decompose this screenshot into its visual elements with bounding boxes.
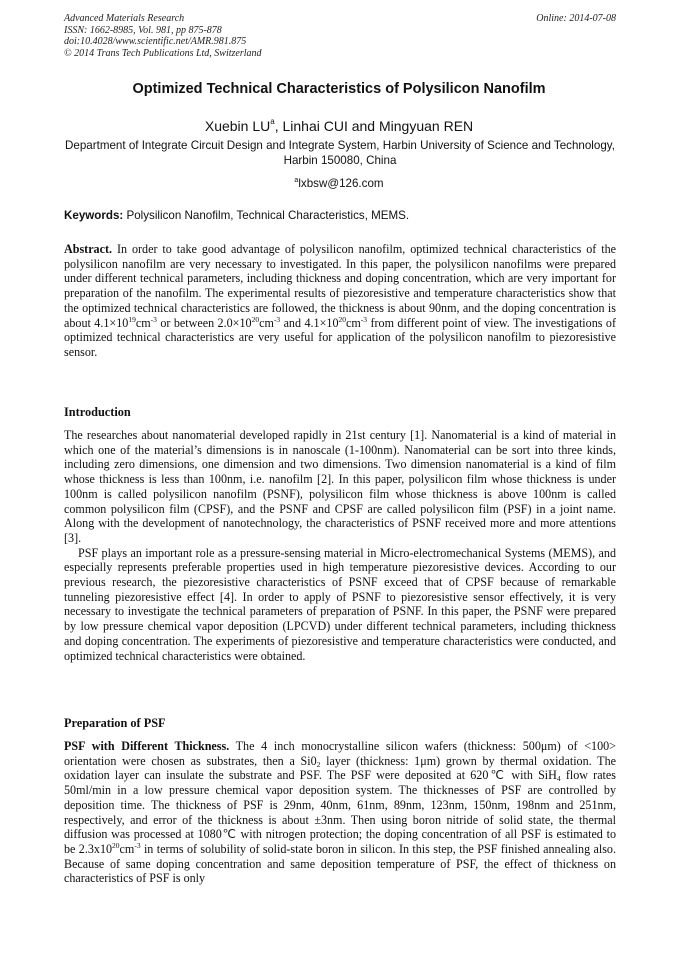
affiliation: Department of Integrate Circuit Design and Integrate System, Harbin University of Science and Technology, Harbin 150080, China — [65, 139, 615, 167]
author-line — [0, 113, 678, 135]
doi-line: doi:10.4028/www.scientific.net/AMR.981.875 — [64, 36, 247, 47]
exponent: -3 — [273, 314, 281, 324]
author-1-affil-mark: a — [270, 117, 275, 126]
journal-info — [64, 13, 262, 59]
intro-paragraph-2: PSF plays an important role as a pressure-sensing material in Micro-electromechanical Systems (MEMS), and especially represents preferable properties used in high temperature piezoresistive devices. According to our previous research, the piezoresistive characteristics of PSNF exceed that of CPSF because of remarkable tunneling piezoresistive effect [4]. In order to apply of PSNF to piezoresistive sensor effectively, it is very necessary to investigate the technical parameters of preparation of PSNF. In this paper, the PSNF were prepared by low pressure chemical vapor deposition (LPCVD) under different technical parameters, including thickness and doping concentration. The experiments of piezoresistive and temperature characteristics were conducted, and optimized technical characteristics were obtained. — [64, 545, 616, 663]
exponent: 20 — [338, 314, 346, 324]
author-email — [0, 174, 678, 191]
other-authors: , Linhai CUI and Mingyuan REN — [274, 118, 474, 134]
abstract-text: cm — [346, 315, 361, 330]
keywords-label: Keywords: — [64, 209, 124, 222]
prep-text: cm — [119, 841, 135, 856]
prep-text: layer (thickness: 1μm) grown by thermal oxidation. The oxidation layer can insulate the substrate and PSF. The PSF were deposited at 620℃ with SiH — [64, 753, 616, 783]
issn-line: ISSN: 1662-8985, Vol. 981, pp 875-878 — [64, 24, 222, 36]
section-heading-preparation: Preparation of PSF — [64, 716, 166, 730]
exponent: 19 — [128, 314, 136, 324]
email-address: lxbsw@126.com — [298, 177, 384, 190]
exponent: -3 — [360, 314, 368, 324]
section-heading-introduction: Introduction — [64, 405, 131, 419]
journal-name: Advanced Materials Research — [64, 13, 185, 24]
subsection-runin-heading: PSF with Different Thickness. — [64, 739, 230, 753]
abstract-text: from different point of view. The investigations of optimized technical characteristics are very useful for application of the polysilicon nanofilm to piezoresistive sensor. — [64, 315, 616, 359]
abstract-text: In order to take good advantage of polysilicon nanofilm, optimized technical characteristics of the polysilicon nanofilm are very necessary to investigated. In this paper, the polysilicon nanofilms were prepared under different technical parameters, including thickness and doping concentration, which are very important for preparation of the nanofilm. The experimental results of piezoresistive and temperature characteristics show that the optimized technical characteristics are followed, the thickness is about 90nm, and the doping concentration is about 4.1×10 — [64, 242, 616, 330]
exponent: -3 — [134, 840, 141, 850]
abstract-text: cm — [135, 315, 151, 330]
subscript: 4 — [556, 774, 561, 784]
prep-text: flow rates 50ml/min in a low pressure chemical vapor deposition system. The thicknesses of PSF are controlled by deposition time. The thickness of PSF is 29nm, 40nm, 61nm, 89nm, 123nm, 150nm, 198nm and 251nm, respectively, and error of the thickness is about ±3nm. Then using boron nitride of solid state, the thermal diffusion was processed at 1080℃ with nitrogen protection; the doping concentration of all PSF is estimated to be 2.3x10 — [64, 768, 616, 856]
prep-paragraph-1 — [64, 739, 616, 886]
abstract — [64, 242, 616, 360]
keywords-text: Polysilicon Nanofilm, Technical Characteristics, MEMS. — [123, 209, 410, 222]
intro-paragraph-1: The researches about nanomaterial developed rapidly in 21st century [1]. Nanomaterial is a kind of material in which one of the material’s dimensions is in nanoscale (1-100nm). Nanomaterial can be sort into three kinds, including zero dimensions, one dimension and two dimensions. Two dimension nanomaterial is a kind of film whose thickness is less than 100nm, i.e. nanofilm [2]. In this paper, polysilicon film whose thickness is under 100nm is called polysilicon nanofilm (PSNF), polysilicon film whose thickness is above 100nm is called common polysilicon film (CPSF), and the PSNF and CPSF are called polysilicon film (PSF) in a joint name. Along with the development of nanotechnology, the characteristics of PSNF received more and more attentions [3]. — [64, 428, 616, 545]
preparation-body — [64, 739, 616, 886]
exponent: -3 — [150, 314, 157, 324]
introduction-body — [64, 428, 616, 663]
exponent: 20 — [251, 314, 260, 324]
abstract-paragraph — [64, 242, 616, 360]
prep-text: in terms of solubility of solid-state boron in silicon. In this step, the PSF finished annealing also. Because of same doping concentration and same deposition temperature of PSF, the effect of thickness on characteristics of PSF is only — [64, 841, 616, 886]
prep-text: The 4 inch monocrystalline silicon wafers (thickness: 500μm) of <100> orientation were chosen as substrates, then a Si0 — [64, 739, 616, 768]
subscript: 2 — [316, 759, 321, 769]
online-date: Online: 2014-07-08 — [536, 13, 616, 24]
author-1: Xuebin LU — [204, 118, 271, 134]
abstract-label: Abstract. — [64, 242, 113, 256]
abstract-text: and 4.1×10 — [280, 315, 339, 330]
paper-title: Optimized Technical Characteristics of Polysilicon Nanofilm — [132, 81, 546, 97]
exponent: 20 — [112, 840, 120, 850]
keywords — [64, 209, 616, 223]
copyright-line: © 2014 Trans Tech Publications Ltd, Switzerland — [64, 47, 262, 59]
abstract-text: cm — [259, 315, 274, 330]
abstract-text: or between 2.0×10 — [156, 315, 252, 330]
email-mark: a — [294, 177, 299, 184]
